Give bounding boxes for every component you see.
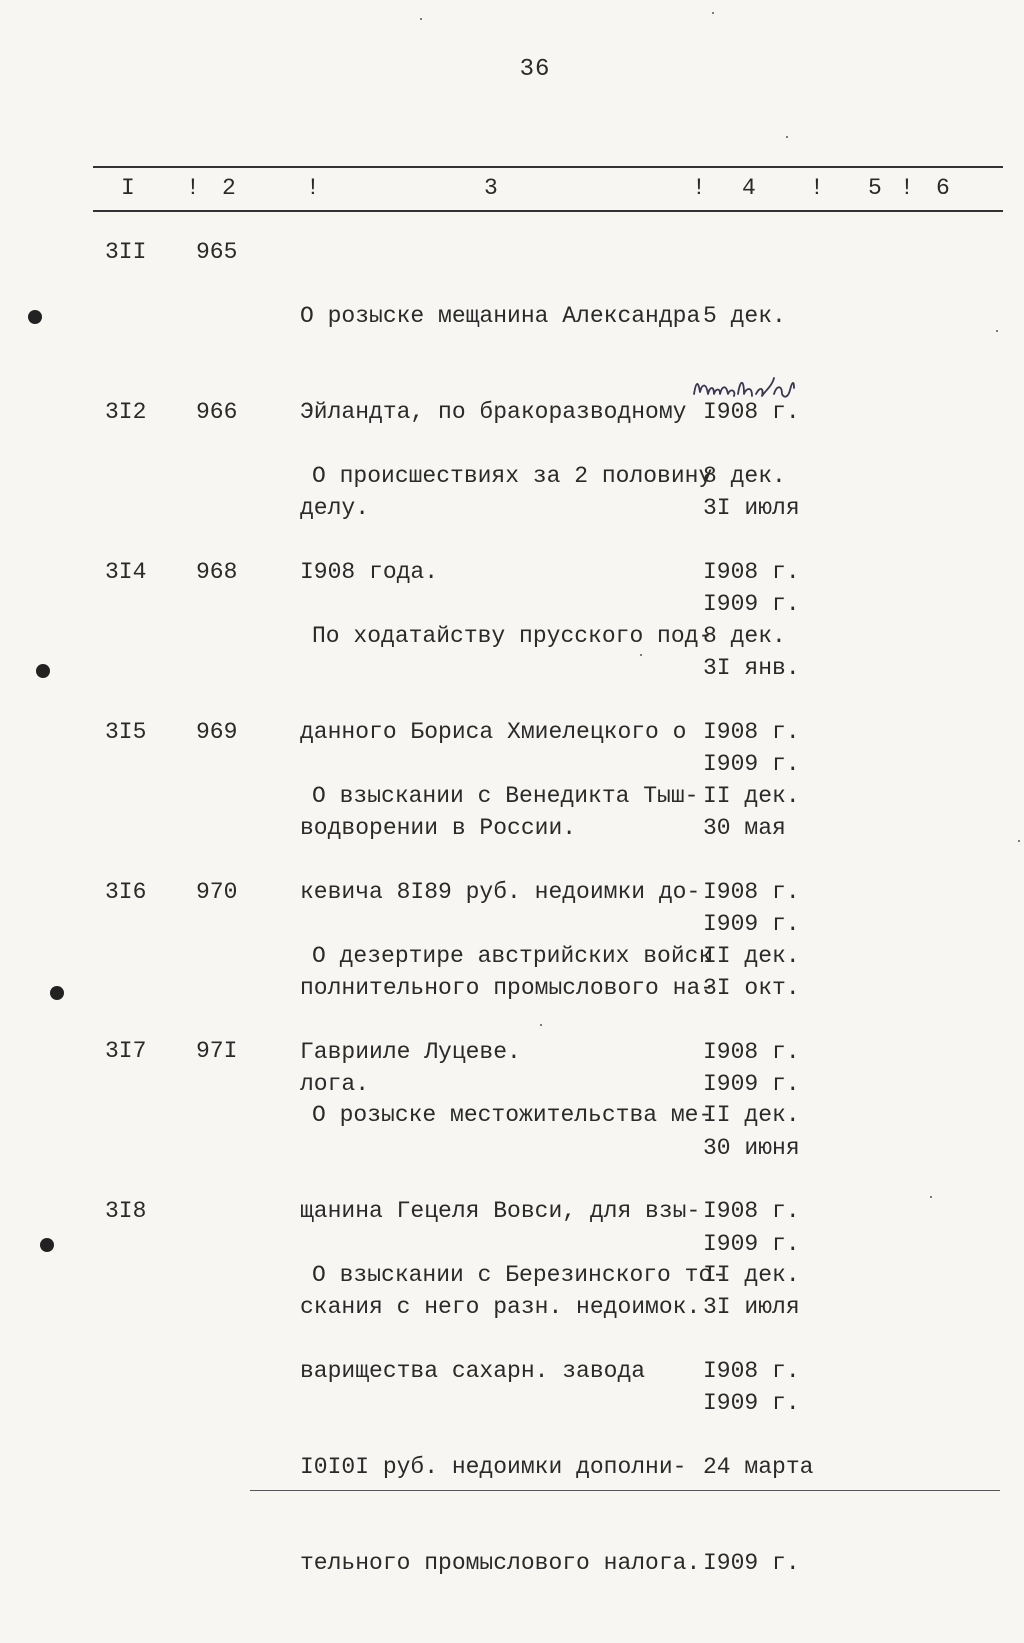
date-line: I909 г.: [703, 911, 800, 937]
page-number: 36: [519, 56, 551, 83]
header-col-3: 3: [484, 175, 498, 201]
date-line: I909 г.: [703, 751, 800, 777]
description-line: О взыскании с Березинского то-: [312, 1262, 727, 1288]
date-line: II дек.: [703, 1102, 800, 1128]
description-line: данного Бориса Хмиелецкого о: [300, 719, 687, 745]
row-code: 966: [196, 399, 238, 425]
header-separator-2: !: [306, 175, 320, 201]
header-col-6: 6: [936, 175, 950, 201]
description-line: варищества сахарн. завода: [300, 1358, 646, 1384]
date-line: 8 дек.: [703, 463, 786, 489]
description-line: скания с него разн. недоимок.: [300, 1294, 701, 1320]
row-code: 968: [196, 559, 238, 585]
description-line: кевича 8I89 руб. недоимки до-: [300, 879, 701, 905]
date-line: 30 мая: [703, 815, 786, 841]
description-line: О розыске местожительства ме-: [312, 1102, 713, 1128]
row-code: 97I: [196, 1038, 238, 1064]
header-separator-1: !: [186, 175, 200, 201]
date-line: I908 г.: [703, 719, 800, 745]
description-line: Гаврииле Луцеве.: [300, 1039, 521, 1065]
date-line: 3I янв.: [703, 655, 800, 681]
date-line: I908 г.: [703, 1198, 800, 1224]
description-line: тельного промыслового налога.: [300, 1550, 701, 1576]
table-header-rule: [93, 210, 1003, 212]
description-line: лога.: [300, 1071, 370, 1097]
header-col-4: 4: [742, 175, 756, 201]
header-col-2: 2: [222, 175, 236, 201]
paper-speck: [786, 136, 788, 138]
date-line: 8 дек.: [703, 623, 786, 649]
date-line: 24 марта: [703, 1454, 814, 1480]
date-line: II дек.: [703, 943, 800, 969]
row-number: 3I4: [105, 559, 147, 585]
header-separator-5: !: [900, 175, 914, 201]
table-top-rule: [93, 166, 1003, 168]
paper-speck: [640, 654, 642, 656]
row-number: 3I6: [105, 879, 147, 905]
description-line: I0I0I руб. недоимки дополни-: [300, 1454, 687, 1480]
row-dates: [703, 1195, 813, 1643]
description-line: По ходатайству прусского под-: [312, 623, 713, 649]
date-line: 3I июля: [703, 495, 800, 521]
header-col-1: I: [121, 175, 135, 201]
punch-hole: [50, 986, 64, 1000]
description-line: полнительного промыслового на-: [300, 975, 715, 1001]
paper-speck: [930, 1196, 932, 1198]
description-line: О происшествиях за 2 половину: [312, 463, 713, 489]
paper-speck: [1018, 840, 1020, 842]
description-line: Эйландта, по бракоразводному: [300, 399, 687, 425]
header-col-5: 5: [868, 175, 882, 201]
punch-hole: [40, 1238, 54, 1252]
row-number: 3I7: [105, 1038, 147, 1064]
row-number: 3I2: [105, 399, 147, 425]
date-line: I908 г.: [703, 559, 800, 585]
date-line: I909 г.: [703, 1071, 800, 1097]
date-line: 30 июня: [703, 1135, 800, 1161]
description-line: О розыске мещанина Александра: [300, 303, 701, 329]
date-line: I908 г.: [703, 1039, 800, 1065]
paper-speck: [996, 330, 998, 332]
header-separator-4: !: [810, 175, 824, 201]
row-number: 3II: [105, 239, 147, 265]
description-line: делу.: [300, 495, 370, 521]
description-line: щанина Гецеля Вовси, для взы-: [300, 1198, 701, 1224]
date-line: II дек.: [703, 783, 800, 809]
date-line: I909 г.: [703, 1390, 800, 1416]
paper-speck: [540, 1024, 542, 1026]
row-code: 969: [196, 719, 238, 745]
punch-hole: [28, 310, 42, 324]
date-line: I908 г.: [703, 399, 800, 425]
description-line: О дезертире австрийских войск: [312, 943, 713, 969]
date-line: I908 г.: [703, 1358, 800, 1384]
description-line: I908 года.: [300, 559, 439, 585]
paper-speck: [712, 12, 714, 14]
date-line: I908 г.: [703, 879, 800, 905]
page-bottom-rule: [250, 1490, 1000, 1491]
row-number: 3I5: [105, 719, 147, 745]
punch-hole: [36, 664, 50, 678]
date-line: 3I окт.: [703, 975, 800, 1001]
description-line: О взыскании с Венедикта Тыш-: [312, 783, 699, 809]
header-separator-3: !: [692, 175, 706, 201]
row-number: 3I8: [105, 1198, 147, 1224]
date-line: 3I июля: [703, 1294, 800, 1320]
date-line: I909 г.: [703, 1231, 800, 1257]
description-line: водворении в России.: [300, 815, 577, 841]
paper-speck: [420, 18, 422, 20]
row-description: [300, 1195, 726, 1643]
date-line: I909 г.: [703, 1550, 800, 1576]
date-line: II дек.: [703, 1262, 800, 1288]
row-code: 970: [196, 879, 238, 905]
date-line: 5 дек.: [703, 303, 786, 329]
row-code: 965: [196, 239, 238, 265]
date-line: I909 г.: [703, 591, 800, 617]
